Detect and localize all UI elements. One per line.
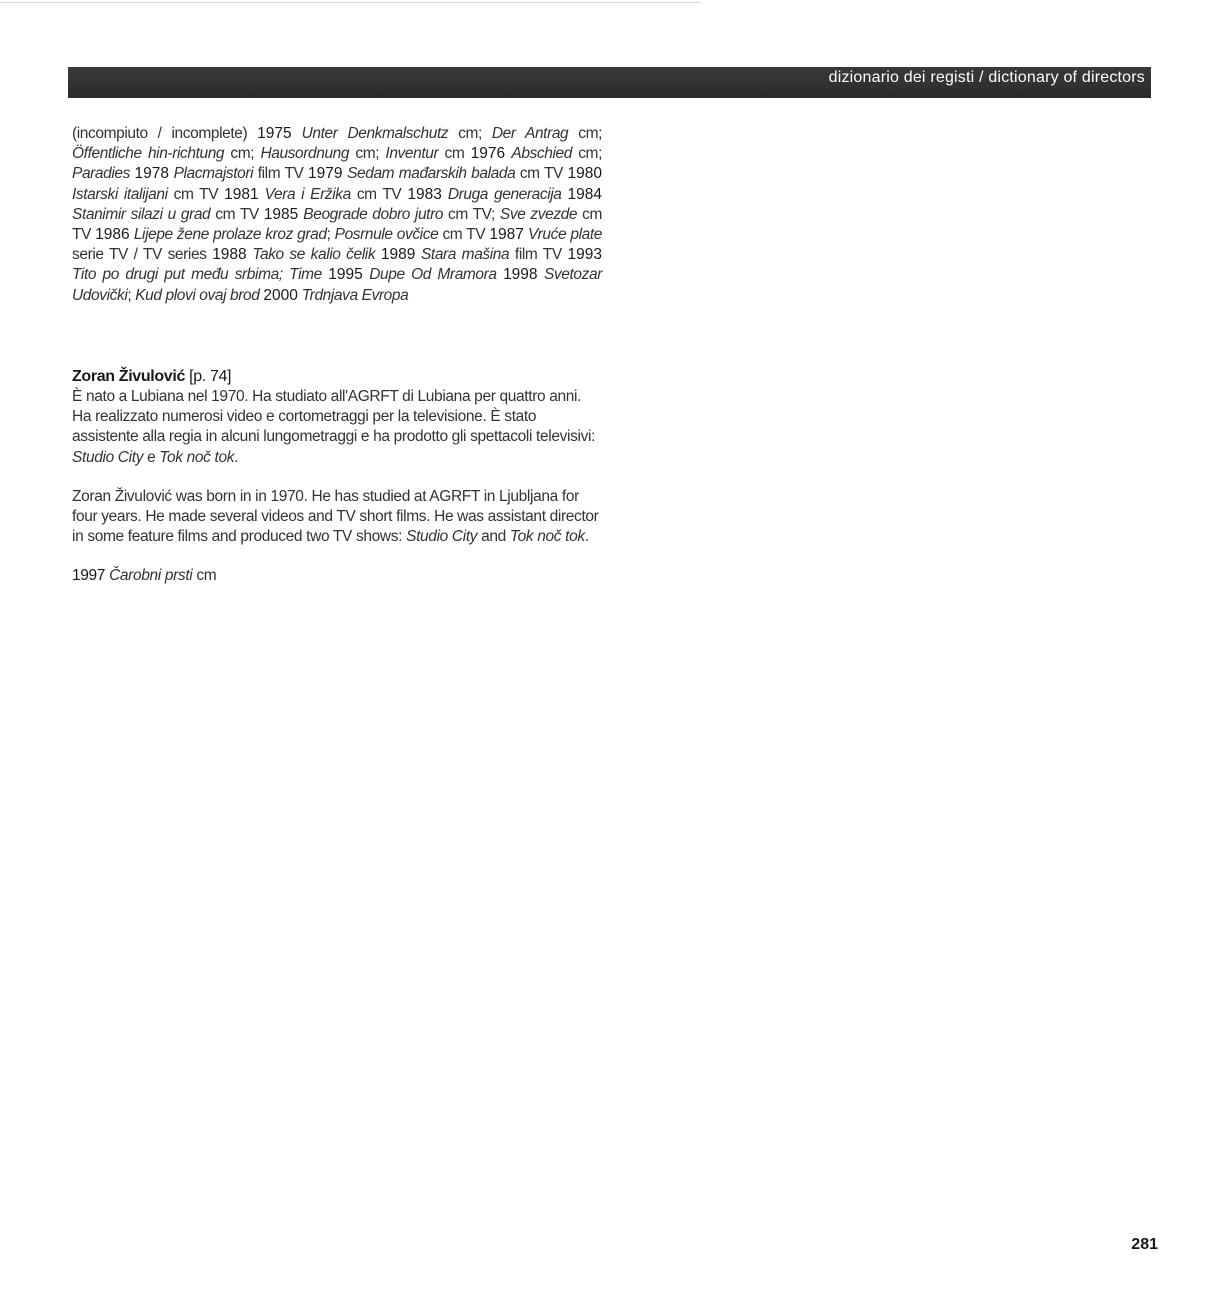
film-year: 2000 bbox=[263, 286, 298, 304]
film-note: cm; bbox=[448, 125, 492, 142]
bio-italian-title-1: Studio City bbox=[72, 448, 144, 466]
film-title: Stara mašina bbox=[420, 246, 510, 264]
page-reference: [p. 74] bbox=[189, 368, 232, 385]
film-note: cm TV bbox=[210, 205, 264, 223]
film-title: Beograde dobro jutro bbox=[303, 205, 444, 223]
work-format: cm bbox=[192, 567, 217, 585]
film-title: Istarski italijani bbox=[72, 185, 168, 203]
film-note: cm; bbox=[349, 145, 386, 163]
film-note: cm TV bbox=[515, 165, 568, 183]
film-note: film TV bbox=[253, 165, 309, 183]
film-year: 1986 bbox=[95, 226, 130, 244]
works-list bbox=[72, 566, 602, 586]
film-year: 1984 bbox=[567, 185, 602, 203]
film-year: 1978 bbox=[134, 165, 170, 183]
film-year: 1995 bbox=[328, 266, 363, 284]
film-title: Svetozar Udovički bbox=[72, 266, 602, 304]
bio-italian-text: È nato a Lubiana nel 1970. Ha studiato all'AGRFT di Lubiana per quattro anni. Ha realizzato numerosi video e cortometraggi per la televisione. È stato assistente alla regia in alcuni lungometraggi e ha prodotto gli spettacoli televisivi: bbox=[72, 388, 596, 446]
bio-english-title-1: Studio City bbox=[406, 528, 478, 546]
film-note: cm TV bbox=[167, 185, 225, 203]
film-year: 1981 bbox=[224, 185, 259, 203]
bio-italian-title-2: Tok noč tok bbox=[159, 448, 235, 466]
film-title: Unter Denkmalschutz bbox=[301, 125, 449, 142]
bio-italian-joiner: e bbox=[143, 448, 160, 466]
film-title: Posrnule ovčice bbox=[334, 226, 439, 244]
film-title: Sedam mađarskih balada bbox=[347, 165, 516, 183]
film-title: Druga generacija bbox=[447, 185, 562, 203]
film-title: Inventur bbox=[385, 145, 439, 163]
film-note: cm TV bbox=[72, 205, 602, 244]
film-year: 1980 bbox=[567, 165, 602, 183]
filmography-paragraph bbox=[72, 124, 602, 306]
film-title: Paradies bbox=[72, 165, 130, 183]
film-title: Der Antrag bbox=[491, 125, 569, 142]
film-note: cm TV; bbox=[443, 205, 500, 223]
film-title: Tako se kalio čelik bbox=[252, 246, 376, 264]
film-note: cm bbox=[438, 145, 471, 163]
section-title: dizionario dei registi / dictionary of directors bbox=[828, 69, 1145, 86]
film-title: Lijepe žene prolaze kroz grad bbox=[133, 226, 327, 244]
film-year: 1976 bbox=[470, 145, 506, 163]
film-title: Sve zvezde bbox=[499, 205, 578, 223]
director-entry bbox=[72, 366, 602, 587]
film-note: cm TV bbox=[350, 185, 408, 203]
film-note: cm TV bbox=[438, 226, 490, 244]
film-title: Kud plovi ovaj brod bbox=[135, 286, 260, 304]
film-year: 1988 bbox=[212, 246, 247, 264]
film-year: 1983 bbox=[407, 185, 442, 203]
film-note: (incompiuto / incomplete) bbox=[72, 125, 258, 142]
work-year: 1997 bbox=[72, 567, 106, 585]
page-number: 281 bbox=[1131, 1236, 1158, 1253]
film-year: 1979 bbox=[308, 165, 343, 183]
top-rule bbox=[0, 2, 700, 3]
bio-english bbox=[72, 487, 602, 548]
film-year: 1989 bbox=[380, 246, 416, 264]
bio-english-title-2: Tok noč tok bbox=[509, 528, 585, 546]
work-title: Čarobni prsti bbox=[109, 567, 193, 585]
bio-italian-end: . bbox=[234, 448, 239, 466]
film-note: serie TV / TV series bbox=[72, 246, 213, 264]
film-year: 1985 bbox=[263, 205, 299, 223]
director-name: Zoran Živulović bbox=[72, 368, 185, 385]
film-year: 1975 bbox=[257, 125, 292, 142]
bio-english-end: . bbox=[584, 528, 589, 546]
film-title: Vera i Eržika bbox=[264, 185, 351, 203]
film-title: Stanimir silazi u grad bbox=[72, 205, 211, 223]
film-year: 1987 bbox=[489, 226, 524, 244]
film-note: cm; bbox=[568, 125, 602, 142]
film-note: cm; bbox=[224, 145, 261, 163]
film-title: Abschied bbox=[511, 145, 572, 163]
film-year: 1998 bbox=[503, 266, 538, 284]
film-note: ; bbox=[326, 226, 335, 244]
film-title: Öffentliche hin-richtung bbox=[72, 145, 225, 163]
film-note: film TV bbox=[509, 246, 568, 264]
film-title: Trdnjava Evropa bbox=[301, 286, 409, 304]
film-year: 1993 bbox=[567, 246, 602, 264]
bio-english-joiner: and bbox=[477, 528, 510, 546]
film-title: Tito po drugi put među srbima; Time bbox=[72, 266, 322, 284]
film-title: Vruće plate bbox=[528, 226, 602, 244]
film-note: cm; bbox=[571, 145, 602, 163]
director-heading bbox=[72, 366, 602, 387]
film-title: Dupe Od Mramora bbox=[369, 266, 497, 284]
film-note bbox=[292, 125, 302, 142]
section-header-bar bbox=[68, 67, 1151, 98]
film-title: Placmajstori bbox=[173, 165, 254, 183]
bio-english-text: Zoran Živulović was born in in 1970. He has studied at AGRFT in Ljubljana for four years. He made several videos and TV short films. He was assistant director in some feature films and produced two TV shows: bbox=[72, 487, 599, 546]
film-note: ; bbox=[127, 286, 136, 304]
film-title: Hausordnung bbox=[260, 145, 350, 163]
bio-italian bbox=[72, 387, 602, 468]
